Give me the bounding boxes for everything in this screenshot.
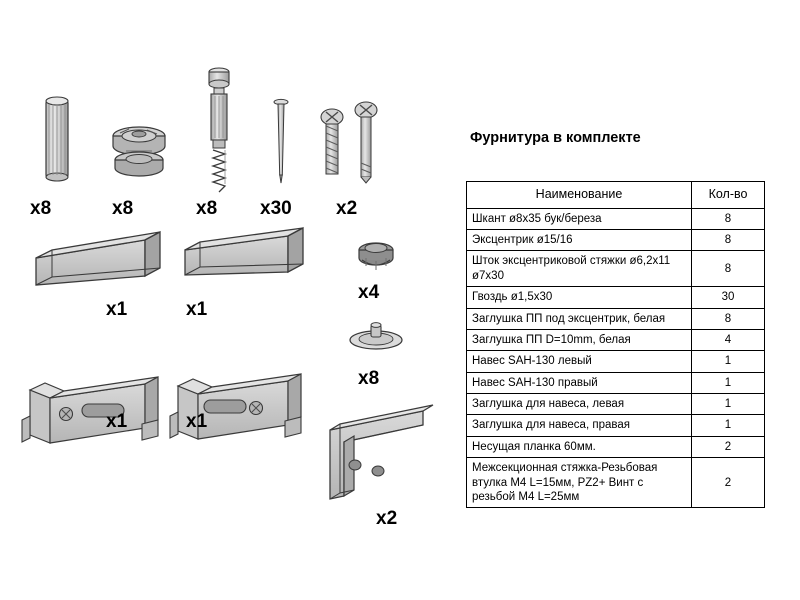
qty-hanger-left: x1 xyxy=(106,299,128,320)
cap-round-icon xyxy=(350,323,402,349)
qty-bracket-left: x1 xyxy=(106,411,128,432)
qty-dowel: x8 xyxy=(30,198,52,219)
hanger-cover-right-icon xyxy=(185,228,303,275)
qty-cam-bolt: x8 xyxy=(196,198,218,219)
qty-screws: x2 xyxy=(336,198,358,219)
header-name: Наименование xyxy=(467,182,692,209)
hanger-cover-left-icon xyxy=(36,232,160,285)
cell-name: Заглушка для навеса, левая xyxy=(467,394,692,415)
page-title: Фурнитура в комплекте xyxy=(470,130,641,146)
cell-qty: 1 xyxy=(692,415,765,436)
cell-name: Шток эксцентриковой стяжки ø6,2x11 ø7x30 xyxy=(467,251,692,287)
qty-cap-round: x8 xyxy=(358,368,380,389)
cell-qty: 2 xyxy=(692,436,765,457)
table-row xyxy=(467,458,765,508)
cell-name: Заглушка ПП D=10mm, белая xyxy=(467,329,692,350)
cell-qty: 8 xyxy=(692,308,765,329)
table-row xyxy=(467,372,765,393)
cell-qty: 1 xyxy=(692,372,765,393)
cell-name: Гвоздь ø1,5x30 xyxy=(467,287,692,308)
table-row xyxy=(467,251,765,287)
bracket-left-icon xyxy=(22,377,158,443)
table-row xyxy=(467,394,765,415)
qty-bracket-right: x1 xyxy=(186,411,208,432)
cell-qty: 8 xyxy=(692,230,765,251)
screw-icon xyxy=(321,102,377,183)
table-row xyxy=(467,415,765,436)
parts-table-wrapper xyxy=(466,181,765,508)
cell-name: Заглушка для навеса, правая xyxy=(467,415,692,436)
cell-name: Эксцентрик ø15/16 xyxy=(467,230,692,251)
cell-name: Навес SAH-130 правый xyxy=(467,372,692,393)
cell-name: Навес SAH-130 левый xyxy=(467,351,692,372)
table-header-row xyxy=(467,182,765,209)
qty-nail: x30 xyxy=(260,198,292,219)
dowel-icon xyxy=(46,97,68,181)
qty-mounting-bar: x2 xyxy=(376,508,398,529)
table-row xyxy=(467,308,765,329)
qty-cam: x8 xyxy=(112,198,134,219)
table-row xyxy=(467,329,765,350)
mounting-bar-icon xyxy=(330,405,433,499)
header-qty: Кол-во xyxy=(692,182,765,209)
table-row xyxy=(467,287,765,308)
cam-bolt-icon xyxy=(209,68,229,192)
cell-qty: 8 xyxy=(692,208,765,229)
cell-name: Шкант ø8x35 бук/береза xyxy=(467,208,692,229)
cell-name: Заглушка ПП под эксцентрик, белая xyxy=(467,308,692,329)
cell-qty: 4 xyxy=(692,329,765,350)
cell-qty: 8 xyxy=(692,251,765,287)
cell-qty: 2 xyxy=(692,458,765,508)
cap-cam-icon xyxy=(359,243,393,270)
cam-lock-icon xyxy=(113,127,165,176)
table-row xyxy=(467,230,765,251)
cell-name: Межсекционная стяжка-Резьбовая втулка M4 L=15мм, PZ2+ Винт с резьбой M4 L=25мм xyxy=(467,458,692,508)
table-row xyxy=(467,208,765,229)
parts-table xyxy=(466,181,765,508)
table-row xyxy=(467,436,765,457)
cell-qty: 1 xyxy=(692,351,765,372)
cell-qty: 30 xyxy=(692,287,765,308)
table-row xyxy=(467,351,765,372)
cell-name: Несущая планка 60мм. xyxy=(467,436,692,457)
qty-cap-cam: x4 xyxy=(358,282,380,303)
qty-hanger-right: x1 xyxy=(186,299,208,320)
nail-icon xyxy=(274,99,288,183)
cell-qty: 1 xyxy=(692,394,765,415)
table-body xyxy=(467,208,765,508)
